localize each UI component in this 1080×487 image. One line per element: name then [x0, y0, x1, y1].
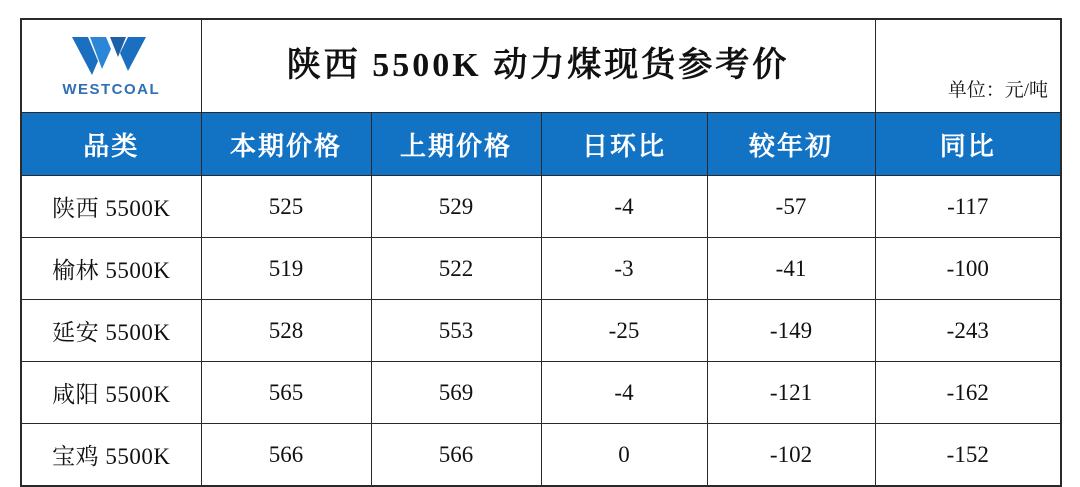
table-row	[21, 300, 1061, 362]
cell-day-change: -25	[541, 300, 707, 362]
cell-yoy-change: -100	[875, 238, 1061, 300]
cell-previous-price: 553	[371, 300, 541, 362]
brand-logo	[22, 20, 201, 112]
unit-cell	[875, 19, 1061, 113]
cell-category: 陕西 5500K	[21, 176, 201, 238]
cell-day-change: -4	[541, 176, 707, 238]
cell-current-price: 565	[201, 362, 371, 424]
table-row	[21, 362, 1061, 424]
logo-cell	[21, 19, 201, 113]
cell-day-change: -4	[541, 362, 707, 424]
cell-previous-price: 529	[371, 176, 541, 238]
cell-previous-price: 569	[371, 362, 541, 424]
cell-day-change: 0	[541, 424, 707, 487]
title-cell	[201, 19, 875, 113]
cell-current-price: 525	[201, 176, 371, 238]
brand-wordmark: WESTCOAL	[62, 80, 161, 98]
table-container	[20, 18, 1060, 487]
coal-price-table	[20, 18, 1062, 487]
cell-current-price: 528	[201, 300, 371, 362]
column-header-ytd-change: 较年初	[707, 113, 875, 176]
cell-category: 榆林 5500K	[21, 238, 201, 300]
cell-yoy-change: -162	[875, 362, 1061, 424]
table-row	[21, 176, 1061, 238]
title-row	[21, 19, 1061, 113]
column-header-previous-price: 上期价格	[371, 113, 541, 176]
cell-yoy-change: -243	[875, 300, 1061, 362]
cell-category: 延安 5500K	[21, 300, 201, 362]
cell-category: 宝鸡 5500K	[21, 424, 201, 487]
cell-ytd-change: -41	[707, 238, 875, 300]
column-header-day-change: 日环比	[541, 113, 707, 176]
table-row	[21, 238, 1061, 300]
column-header-current-price: 本期价格	[201, 113, 371, 176]
cell-ytd-change: -102	[707, 424, 875, 487]
cell-ytd-change: -121	[707, 362, 875, 424]
westcoal-logo-icon	[68, 35, 154, 75]
table-header-row	[21, 113, 1061, 176]
column-header-yoy-change: 同比	[875, 113, 1061, 176]
cell-current-price: 566	[201, 424, 371, 487]
cell-yoy-change: -152	[875, 424, 1061, 487]
cell-current-price: 519	[201, 238, 371, 300]
column-header-category: 品类	[21, 113, 201, 176]
page-title: 陕西 5500K 动力煤现货参考价	[286, 47, 790, 84]
cell-category: 咸阳 5500K	[21, 362, 201, 424]
cell-yoy-change: -117	[875, 176, 1061, 238]
cell-previous-price: 566	[371, 424, 541, 487]
unit-note: 单位：元/吨	[947, 80, 1049, 101]
cell-ytd-change: -57	[707, 176, 875, 238]
cell-day-change: -3	[541, 238, 707, 300]
table-row	[21, 424, 1061, 487]
cell-previous-price: 522	[371, 238, 541, 300]
cell-ytd-change: -149	[707, 300, 875, 362]
